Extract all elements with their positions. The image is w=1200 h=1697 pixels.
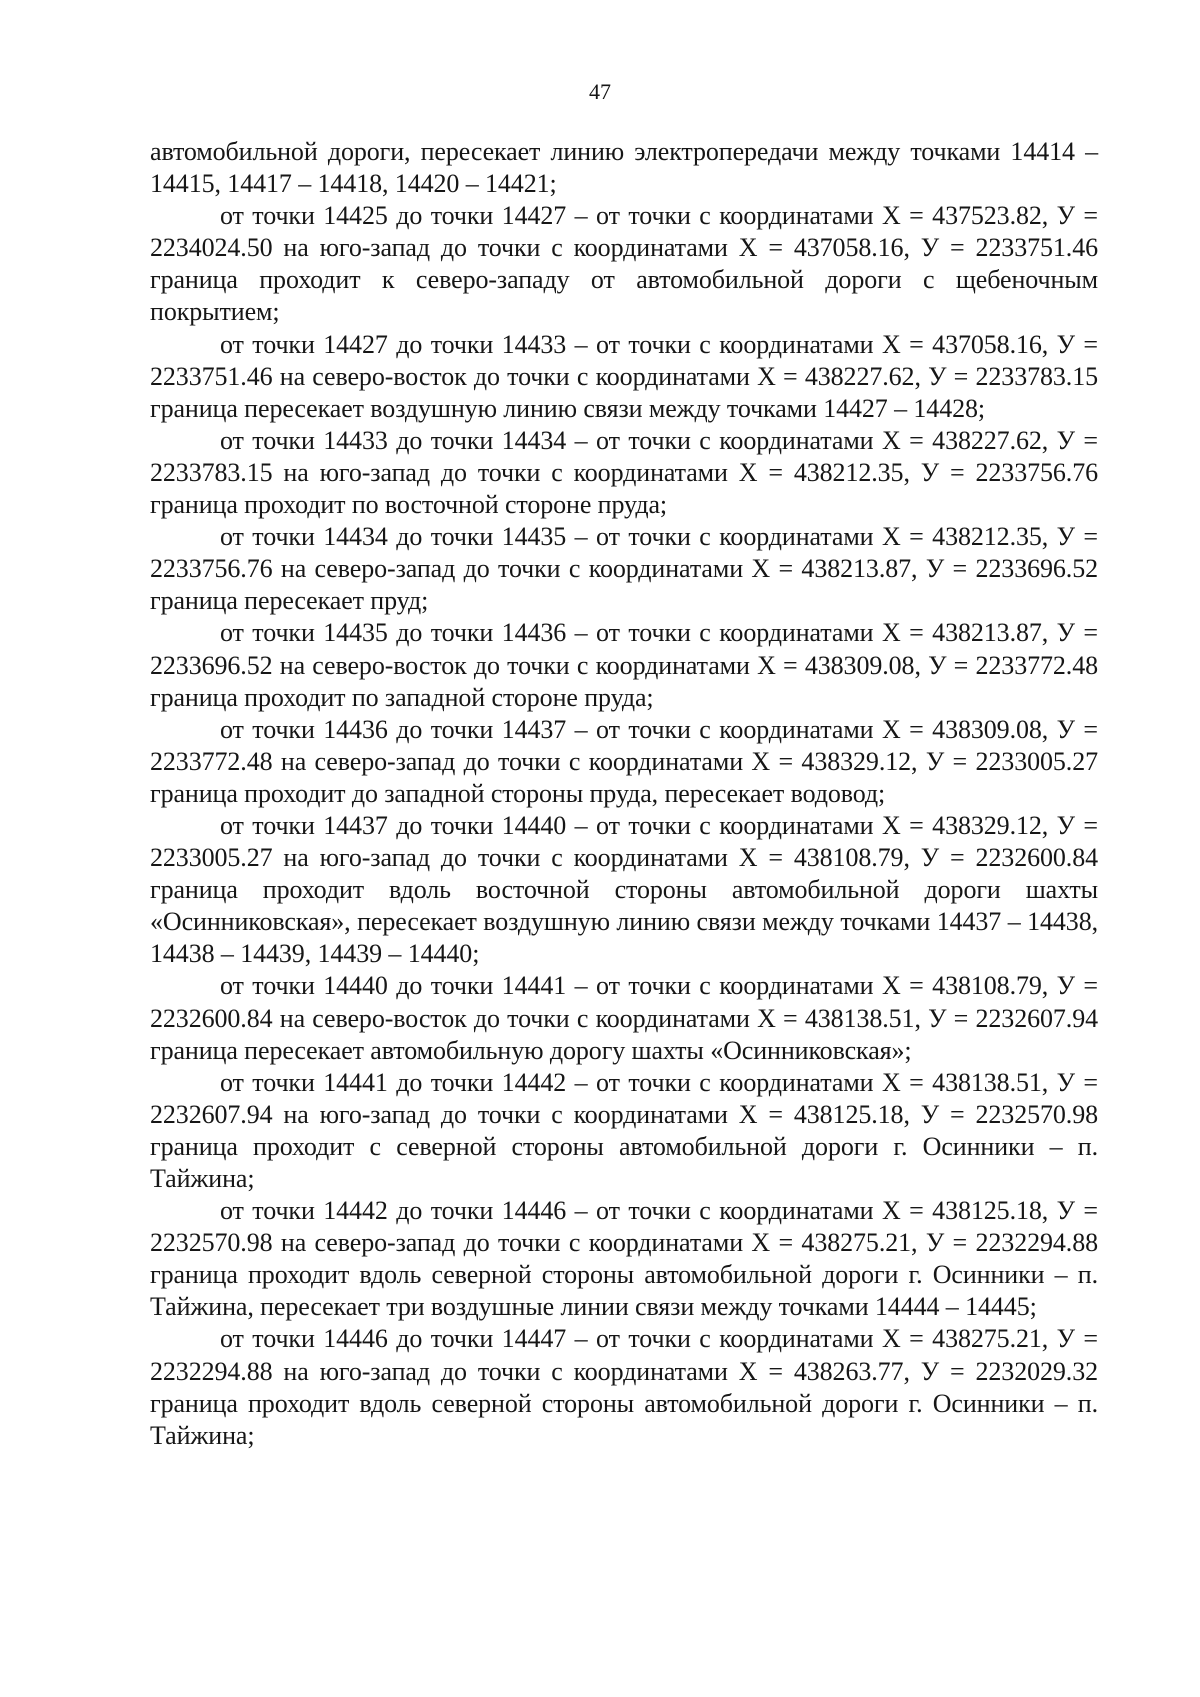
paragraph-segment: от точки 14440 до точки 14441 – от точки с координатами Х = 438108.79, У = 2232600.84 на северо-восток до точки с координатами Х = 438138.51, У = 2232607.94 граница пересекает автомобильную дорогу шахты «Осинниковская»; xyxy=(150,971,1098,1065)
paragraph-continuation: автомобильной дороги, пересекает линию электропередачи между точками 14414 – 14415, 14417 – 14418, 14420 – 14421; xyxy=(150,137,1098,199)
paragraph-segment: от точки 14441 до точки 14442 – от точки с координатами Х = 438138.51, У = 2232607.94 на юго-запад до точки с координатами Х = 438125.18, У = 2232570.98 граница проходит с северной стороны автомобильной дороги г. Осинники – п. Тайжина; xyxy=(150,1067,1098,1193)
paragraph-segment: от точки 14435 до точки 14436 – от точки с координатами Х = 438213.87, У = 2233696.52 на северо-восток до точки с координатами Х = 438309.08, У = 2233772.48 граница проходит по западной стороне пруда; xyxy=(150,618,1098,712)
paragraph-segment: от точки 14442 до точки 14446 – от точки с координатами Х = 438125.18, У = 2232570.98 на северо-запад до точки с координатами Х = 438275.21, У = 2232294.88 граница проходит вдоль северной стороны автомобильной дороги г. Осинники – п. Тайжина, пересекает три воздушные линии связи между точками 14444 – 14445; xyxy=(150,1196,1098,1322)
paragraph-segment: от точки 14434 до точки 14435 – от точки с координатами Х = 438212.35, У = 2233756.76 на северо-запад до точки с координатами Х = 438213.87, У = 2233696.52 граница пересекает пруд; xyxy=(150,522,1098,616)
paragraph-segment: от точки 14446 до точки 14447 – от точки с координатами Х = 438275.21, У = 2232294.88 на юго-запад до точки с координатами Х = 438263.77, У = 2232029.32 граница проходит вдоль северной стороны автомобильной дороги г. Осинники – п. Тайжина; xyxy=(150,1324,1098,1450)
paragraph-segment: от точки 14437 до точки 14440 – от точки с координатами Х = 438329.12, У = 2233005.27 на юго-запад до точки с координатами Х = 438108.79, У = 2232600.84 граница проходит вдоль восточной стороны автомобильной дороги шахты «Осинниковская», пересекает воздушную линию связи между точками 14437 – 14438, 14438 – 14439, 14439 – 14440; xyxy=(150,810,1098,969)
paragraph-segment: от точки 14433 до точки 14434 – от точки с координатами Х = 438227.62, У = 2233783.15 на юго-запад до точки с координатами Х = 438212.35, У = 2233756.76 граница проходит по восточной стороне пруда; xyxy=(150,425,1098,520)
paragraph-segment: от точки 14427 до точки 14433 – от точки с координатами Х = 437058.16, У = 2233751.46 на северо-восток до точки с координатами Х = 438227.62, У = 2233783.15 граница пересекает воздушную линию связи между точками 14427 – 14428; xyxy=(150,329,1098,423)
document-body xyxy=(150,136,1098,1452)
paragraph-segment: от точки 14425 до точки 14427 – от точки с координатами Х = 437523.82, У = 2234024.50 на юго-запад до точки с координатами Х = 437058.16, У = 2233751.46 граница проходит к северо-западу от автомобильной дороги с щебеночным покрытием; xyxy=(150,201,1098,327)
paragraph-segment: от точки 14436 до точки 14437 – от точки с координатами Х = 438309.08, У = 2233772.48 на северо-запад до точки с координатами Х = 438329.12, У = 2233005.27 граница проходит до западной стороны пруда, пересекает водовод; xyxy=(150,714,1098,808)
page-number: 47 xyxy=(589,79,611,104)
